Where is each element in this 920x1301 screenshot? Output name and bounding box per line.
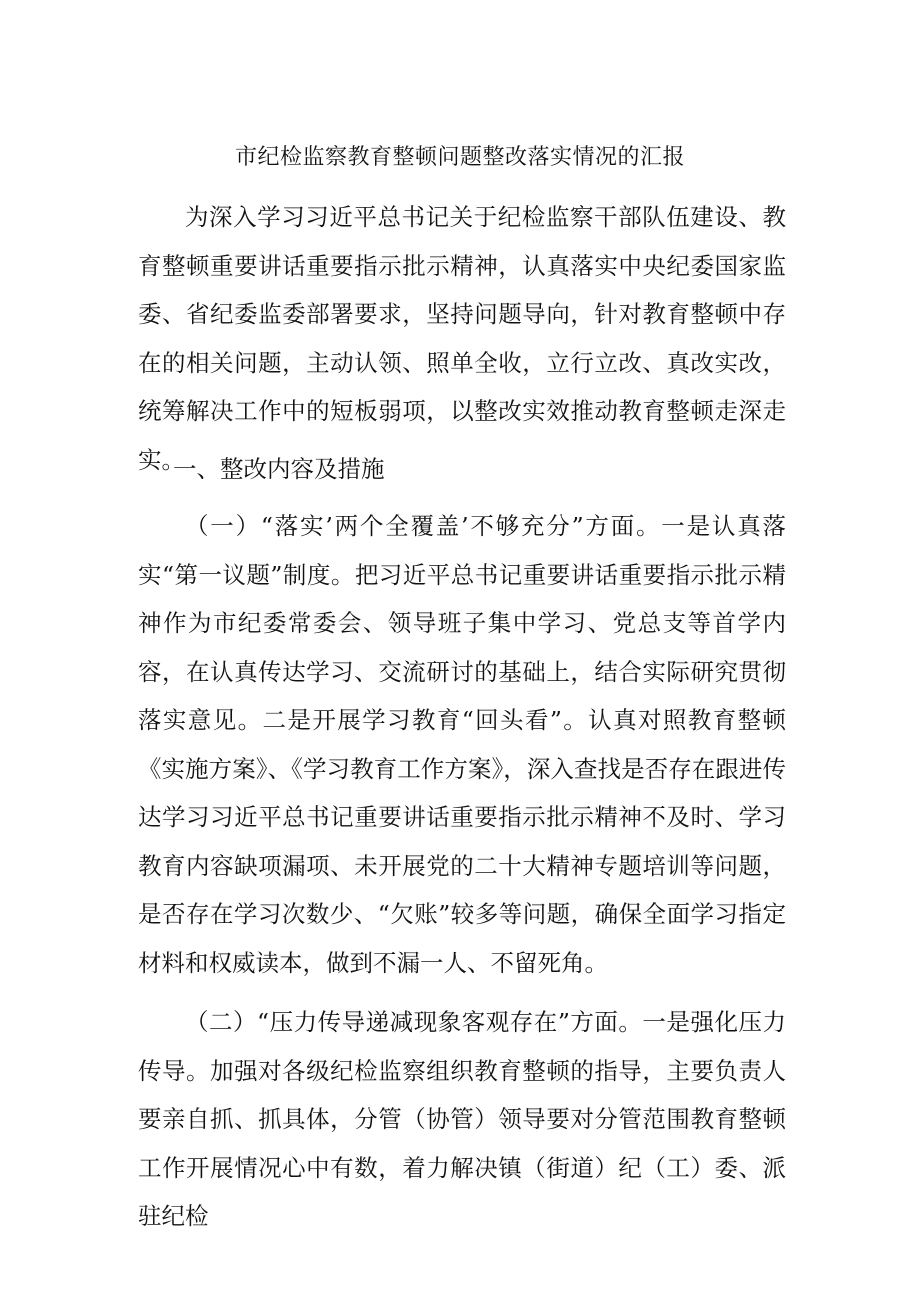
document-title: 市纪检监察教育整顿问题整改落实情况的汇报 xyxy=(234,145,685,170)
intro-paragraph: 为深入学习习近平总书记关于纪检监察干部队伍建设、教育整顿重要讲话重要指示批示精神，认真落实中央纪委国家监委、省纪委监委部署要求，坚持问题导向，针对教育整顿中存在的相关问题，主动认领、照单全收，立行立改、真改实改，统筹解决工作中的短板弱项，以整改实效推动教育整顿走深走实。 xyxy=(138,203,786,474)
item-paragraph-1: （一）“落实’两个全覆盖’不够充分”方面。一是认真落实“第一议题”制度。把习近平总书记重要讲话重要指示批示精神作为市纪委常委会、领导班子集中学习、党总支等首学内容，在认真传达学习、交流研讨的基础上，结合实际研究贯彻落实意见。二是开展学习教育“回头看”。认真对照教育整顿《实施方案》、《学习教育工作方案》，深入查找是否存在跟进传达学习习近平总书记重要讲话重要指示批示精神不及时、学习教育内容缺项漏项、未开展党的二十大精神专题培训等问题，是否存在学习次数少、“欠账”较多等问题，确保全面学习指定材料和权威读本，做到不漏一人、不留死角。 xyxy=(138,512,786,977)
item-paragraph-2: （二）“压力传导递减现象客观存在”方面。一是强化压力传导。加强对各级纪检监察组织教育整顿的指导，主要负责人要亲自抓、抓具体，分管（协管）领导要对分管范围教育整顿工作开展情况心中有数，着力解决镇（街道）纪（工）委、派驻纪检 xyxy=(138,1008,786,1230)
section-heading-1: 一、整改内容及措施 xyxy=(173,455,385,483)
